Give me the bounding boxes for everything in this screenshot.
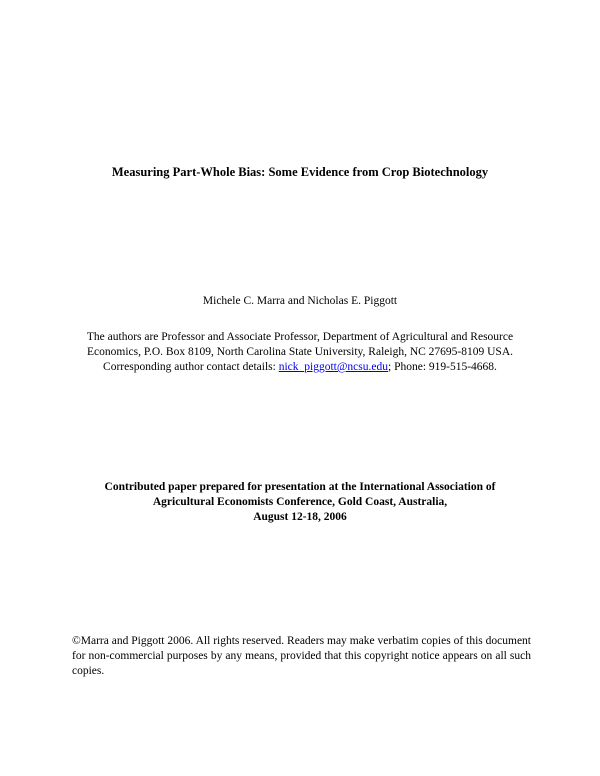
affiliation-line-2: Economics, P.O. Box 8109, North Carolina State University, Raleigh, NC 27695-8109 USA. <box>87 346 513 358</box>
conference-line-3: August 12-18, 2006 <box>253 511 347 523</box>
copyright-notice: ©Marra and Piggott 2006. All rights reserved. Readers may make verbatim copies of this document for non-commercial purposes by any means, provided that this copyright notice appears on all such copies. <box>72 635 531 677</box>
author-names: Michele C. Marra and Nicholas E. Piggott <box>202 295 398 307</box>
email-link[interactable]: nick_piggott@ncsu.edu <box>278 361 388 373</box>
author-affiliation <box>0 330 600 375</box>
contact-details <box>0 360 600 375</box>
contact-suffix: ; Phone: 919-515-4668. <box>388 361 497 373</box>
conference-line-2: Agricultural Economists Conference, Gold Coast, Australia, <box>152 496 448 508</box>
affiliation-line-1: The authors are Professor and Associate Professor, Department of Agricultural and Resource <box>86 331 514 343</box>
paper-title: Measuring Part-Whole Bias: Some Evidence from Crop Biotechnology <box>111 165 489 179</box>
contact-prefix: Corresponding author contact details: <box>103 361 279 373</box>
conference-line-1: Contributed paper prepared for presentation at the International Association of <box>104 481 496 493</box>
conference-note <box>0 480 600 525</box>
